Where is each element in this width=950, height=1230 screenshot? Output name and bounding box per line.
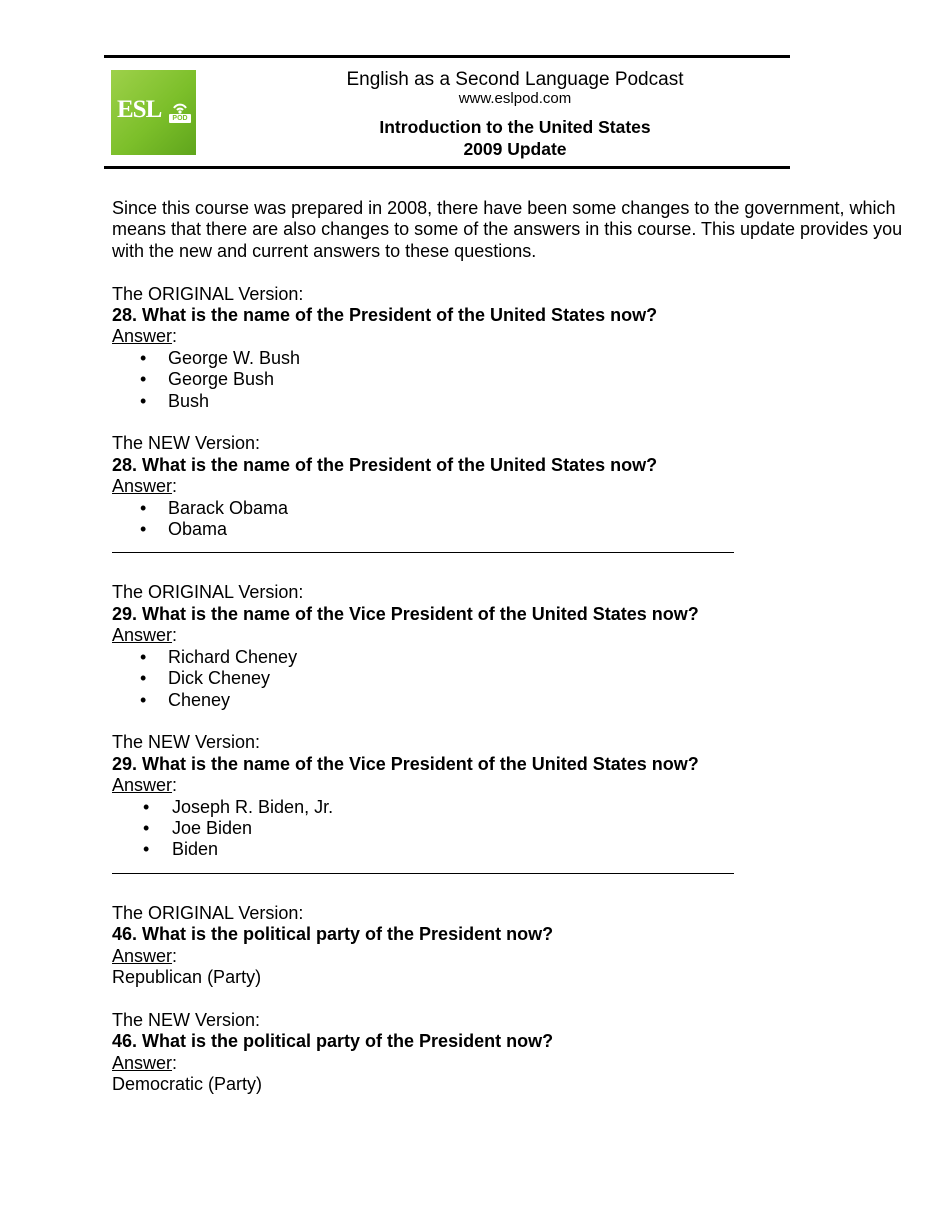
spacer — [112, 988, 912, 1009]
spacer — [112, 412, 912, 433]
answer-text: George Bush — [168, 369, 275, 390]
question-text: 29. What is the name of the Vice President of the United States now? — [112, 603, 699, 624]
answer-heading: Answer: — [112, 775, 178, 796]
document-body — [112, 198, 912, 1095]
section-q28 — [112, 284, 912, 541]
question-text: 46. What is the political party of the President now? — [112, 1031, 554, 1052]
new-version-block — [112, 1010, 912, 1096]
answer-text: George W. Bush — [168, 347, 301, 368]
answer-list — [112, 797, 912, 861]
version-label: The NEW Version: — [112, 433, 261, 454]
answer-text: Bush — [168, 390, 210, 411]
answer-heading: Answer: — [112, 625, 178, 646]
answer-heading: Answer: — [112, 326, 178, 347]
answer-heading: Answer: — [112, 1052, 178, 1073]
version-label: The ORIGINAL Version: — [112, 902, 304, 923]
answer-text: Cheney — [168, 689, 231, 710]
bullet-icon: • — [143, 839, 150, 860]
bullet-icon: • — [143, 796, 150, 817]
answer-heading: Answer: — [112, 945, 178, 966]
section-q46 — [112, 903, 912, 1096]
section-divider — [112, 552, 734, 553]
answer-label: Answer — [112, 945, 173, 966]
bullet-icon: • — [140, 519, 147, 540]
list-item — [112, 839, 912, 860]
header-bottom-rule — [104, 166, 790, 169]
answer-text: Dick Cheney — [168, 668, 271, 689]
section-q29 — [112, 582, 912, 860]
answer-text: Richard Cheney — [168, 646, 298, 667]
original-version-block — [112, 582, 912, 710]
answer-text: Joseph R. Biden, Jr. — [172, 796, 334, 817]
question-text: 46. What is the political party of the President now? — [112, 924, 554, 945]
answer-text: Republican (Party) — [112, 966, 262, 987]
answer-text: Obama — [168, 519, 228, 540]
bullet-icon: • — [143, 817, 150, 838]
answer-label: Answer — [112, 1052, 173, 1073]
answer-text: Biden — [172, 839, 219, 860]
bullet-icon: • — [140, 689, 147, 710]
answer-text: Democratic (Party) — [112, 1073, 263, 1094]
list-item — [112, 668, 912, 689]
list-item — [112, 647, 912, 668]
question-text: 28. What is the name of the President of the United States now? — [112, 305, 658, 326]
bullet-icon: • — [140, 646, 147, 667]
bullet-icon: • — [140, 390, 147, 411]
answer-label: Answer — [112, 625, 173, 646]
list-item — [112, 498, 912, 519]
bullet-icon: • — [140, 369, 147, 390]
answer-list — [112, 498, 912, 541]
answer-text: Joe Biden — [172, 817, 253, 838]
list-item — [112, 818, 912, 839]
original-version-block — [112, 284, 912, 412]
version-label: The NEW Version: — [112, 732, 261, 753]
list-item — [112, 348, 912, 369]
version-label: The NEW Version: — [112, 1009, 261, 1030]
answer-list — [112, 348, 912, 412]
bullet-icon: • — [140, 668, 147, 689]
intro-paragraph: Since this course was prepared in 2008, there have been some changes to the government, which means that there are also changes to some of the answers in this course. This update provides you with the new and current answers to these questions. — [112, 198, 903, 261]
spacer — [112, 711, 912, 732]
update-title: 2009 Update — [463, 139, 567, 159]
logo-pod-badge: POD — [169, 114, 191, 123]
logo-text: ESL — [117, 96, 162, 123]
question-text: 29. What is the name of the Vice President of the United States now? — [112, 753, 699, 774]
header-title: English as a Second Language Podcast — [346, 69, 684, 90]
original-version-block — [112, 903, 912, 989]
answer-list — [112, 647, 912, 711]
header-url: www.eslpod.com — [458, 90, 572, 107]
bullet-icon: • — [140, 497, 147, 518]
section-divider — [112, 873, 734, 874]
answer-text: Barack Obama — [168, 497, 289, 518]
answer-label: Answer — [112, 775, 173, 796]
version-label: The ORIGINAL Version: — [112, 582, 304, 603]
list-item — [112, 690, 912, 711]
new-version-block — [112, 732, 912, 860]
eslpod-logo — [111, 70, 196, 155]
new-version-block — [112, 433, 912, 540]
list-item — [112, 797, 912, 818]
answer-label: Answer — [112, 326, 173, 347]
question-text: 28. What is the name of the President of the United States now? — [112, 454, 658, 475]
answer-label: Answer — [112, 476, 173, 497]
course-title: Introduction to the United States — [379, 117, 651, 137]
list-item — [112, 519, 912, 540]
answer-heading: Answer: — [112, 476, 178, 497]
bullet-icon: • — [140, 347, 147, 368]
list-item — [112, 391, 912, 412]
list-item — [112, 369, 912, 390]
version-label: The ORIGINAL Version: — [112, 283, 304, 304]
header-top-rule — [104, 55, 790, 58]
